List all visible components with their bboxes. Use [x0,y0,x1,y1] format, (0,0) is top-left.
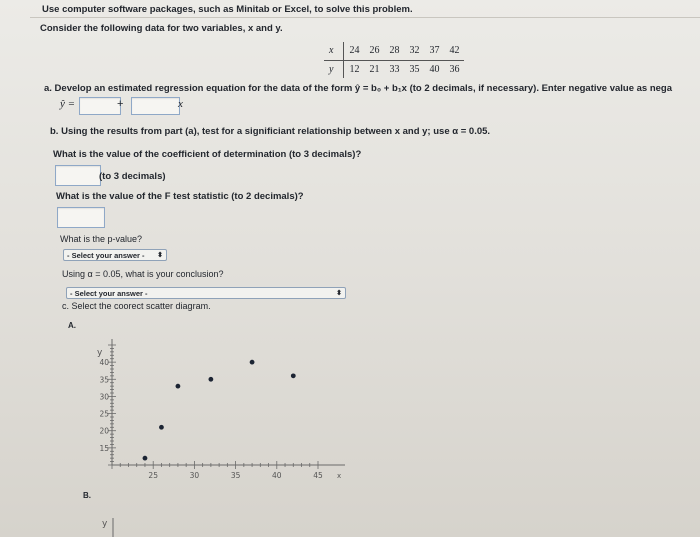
r2-question: What is the value of the coefficient of determination (to 3 decimals)? [53,149,362,160]
x-cell: 32 [404,42,424,61]
y-cell: 12 [344,61,365,79]
part-a-text: a. Develop an estimated regression equation for the data of the form ŷ = b₀ + b₁x (to 2 decimals, if necessary). Enter negative value as nega [44,83,673,94]
x-cell: 37 [424,42,444,61]
conclusion-question: Using α = 0.05, what is your conclusion? [62,269,224,279]
data-point [143,456,148,461]
y-cell: 21 [369,64,380,75]
data-point [291,373,296,378]
part-c-text: c. Select the coorect scatter diagram. [62,301,211,311]
x-cell: 26 [364,42,384,61]
select-arrows-icon: ⬍ [157,252,163,259]
plot-marks [99,345,323,480]
y-tick-label: 15 [99,443,109,453]
data-point [176,384,181,389]
y-tick-label: 35 [99,375,109,385]
instructions-title: Use computer software packages, such as Minitab or Excel, to solve this problem. [42,4,413,15]
y-tick-label: 40 [99,358,109,368]
y-cell: 36 [449,64,460,75]
option-a-label[interactable]: A. [68,321,76,330]
y-cell: 33 [389,64,400,75]
y-tick-label: 30 [99,392,109,402]
x-tick-label: 30 [189,471,200,480]
p-value-select-label: - Select your answer - [67,251,145,260]
x-axis-letter: x [337,472,342,480]
p-value-question: What is the p-value? [60,234,143,244]
y-header: y [329,64,334,75]
x-cell: 42 [444,42,464,61]
x-cell: 24 [344,42,365,61]
f-question: What is the value of the F test statistic (to 2 decimals)? [56,191,304,202]
plus-sign: + [117,98,124,110]
instructions-consider: Consider the following data for two variables, x and y. [40,23,283,34]
x-header: x [324,42,344,61]
data-point [250,360,255,365]
y-axis-letter: y [97,348,103,358]
option-b-label[interactable]: B. [83,491,91,500]
data-point [208,377,213,382]
y-tick-label: 20 [99,426,109,436]
x-tick-label: 25 [148,471,158,480]
x-symbol: x [178,98,183,110]
y-cell: 40 [429,64,440,75]
y-cell: 35 [409,64,420,75]
x-cell: 28 [384,42,404,61]
yhat-label: ŷ = [60,98,76,110]
x-tick-label: 35 [230,471,241,480]
y-tick-label: 25 [99,409,109,419]
x-tick-label: 45 [313,471,323,480]
part-b-text: b. Using the results from part (a), test for a significiant relationship between x and y; use α = 0.05. [50,126,491,137]
conclusion-select-label: - Select your answer - [70,289,148,298]
x-tick-label: 40 [272,471,282,480]
r2-hint: (to 3 decimals) [99,171,166,182]
data-point [159,425,164,430]
select-arrows-icon: ⬍ [336,290,342,297]
plot-b-y-axis-letter: y [102,519,108,529]
